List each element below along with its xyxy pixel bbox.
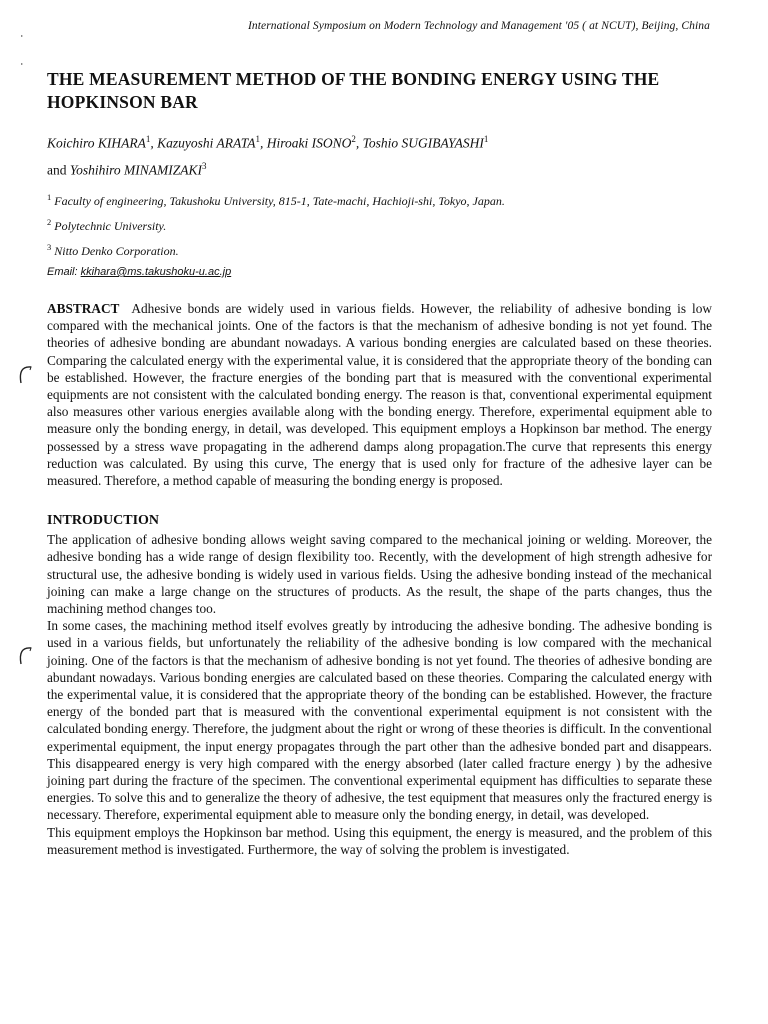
affiliation-item: $^2$ Polytechnic University.: [47, 217, 167, 233]
author-affiliation-number: 3: [202, 160, 207, 171]
intro-paragraph: In some cases, the machining method itself evolves greatly by introducing the adhesive bonding. The adhesive bonding is used in a various fields, but unfortunately the reliability of the adhesive bonding is low compared with the mechanical joining. One of the factors is that the mechanism of adhesive bonding is not yet found. The theories of adhesive bonding are abundant nowadays. Various bonding energies are calculated based on these theories. Comparing the calculated energy with the experimental value, it is considered that the appropriate theory of the bonding can be established. However, the fracture energy of the bonded part that is measured with the conventional experimental equipment is not consistent with the calculated bonding energy. Therefore, the judgment about the right or wrong of these theories is difficult. In the conventional experimental equipment, the input energy propagates through the part other than the adhesive bonded part and disappears. This disappeared energy is very high compared with the energy absorbed (later called fracture energy ) by the adhesive joining part during the fracture of the specimen. The conventional experimental equipment has difficulties to separate these energies. To solve this and to generalize the theory of adhesive, the test equipment that measures only the fractured energy is necessary. Therefore, experimental equipment able to measure only the bonding energy, in detail, was developed.: [47, 618, 712, 823]
author-separator: ,: [150, 135, 158, 151]
author-affiliation-number: 1: [483, 134, 489, 144]
paper-title: THE MEASUREMENT METHOD OF THE BONDING ENERGY USING THE HOPKINSON BAR: [47, 69, 660, 112]
abstract-paragraph: [47, 300, 712, 489]
affiliation-item: $^1$ Faculty of engineering, Takushoku University, 815-1, Tate-machi, Hachioji-shi, Tokyo, Japan.: [47, 192, 505, 208]
abstract-label: ABSTRACT: [47, 301, 120, 316]
email-line: [47, 262, 712, 282]
author-name: Kazuyoshi ARATA: [157, 135, 256, 151]
author-affiliation-number: 1: [255, 134, 261, 144]
conference-header: International Symposium on Modern Technology and Management '05 ( at NCUT), Beijing, China: [247, 20, 710, 32]
email-link[interactable]: kkihara@ms.takushoku-u.ac.jp: [80, 266, 232, 278]
email-label: Email:: [47, 266, 78, 278]
intro-paragraph: The application of adhesive bonding allows weight saving compared to the mechanical joining or welding. Moreover, the adhesive bonding has a wide range of design flexibility too. Recently, with the development of high strength adhesive for structural use, the adhesive bonding is widely used in various fields. Using the adhesive bonding instead of the mechanical joining can make a large change on the structures of products. As the result, the shape of the parts changes, thus the machining method changes too.: [47, 532, 712, 617]
affiliation-item: $^3$ Nitto Denko Corporation.: [47, 242, 179, 258]
scan-mark: ‧: [20, 31, 24, 43]
author-name: Hiroaki ISONO: [266, 135, 352, 151]
author-line: [47, 155, 712, 182]
margin-bracket-mark: [18, 364, 32, 386]
author-affiliation-number: 2: [351, 134, 356, 144]
author-name: Koichiro KIHARA: [47, 135, 146, 151]
affiliation-list: [47, 187, 712, 282]
author-conjunction: and: [47, 162, 70, 177]
author-affiliation-number: 1: [145, 134, 151, 144]
abstract-text: Adhesive bonds are widely used in various fields. However, the reliability of adhesive bonding is low compared with the mechanical joints. One of the factors is that the mechanism of adhesive bonding is not yet found. The theories of adhesive bonding are abundant nowadays. A various bonding energies are calculated based on these theories. Comparing the calculated energy with the experimental value, it is considered that the appropriate theory of the bonding can be established. However, the fracture energies of the bonding part that is measured with the conventional experimental equipments are not consistent with the calculated bonding energy. The reason is that, conventional experimental equipment also measures other various energies available along with the bonding energy. Therefore, experimental equipment able to measure only the bonding energy, in detail, was developed. This equipment employs a Hopkinson bar method. The energy possessed by a stress wave propagating in the adherend damps along propagation.The curve that represents this energy reduction was calculated. By using this curve, The energy that is used only for fracture of the adhesive layer can be measured. Therefore, a method capable of measuring the bonding energy is proposed.: [47, 301, 712, 489]
paper-body: [47, 68, 712, 858]
author-separator: ,: [355, 135, 363, 151]
scan-mark: ‧: [20, 59, 24, 71]
margin-bracket-mark: [18, 645, 32, 667]
intro-paragraph: This equipment employs the Hopkinson bar method. Using this equipment, the energy is measured, and the problem of this measurement method is investigated. Furthermore, the way of solving the problem is investigated.: [47, 824, 712, 857]
section-heading-introduction: INTRODUCTION: [47, 513, 160, 529]
author-list: [47, 128, 712, 181]
author-name: Yoshihiro MINAMIZAKI: [69, 162, 203, 177]
author-line: [47, 128, 712, 155]
author-separator: ,: [260, 135, 267, 151]
author-name: Toshio SUGIBAYASHI: [362, 135, 484, 151]
